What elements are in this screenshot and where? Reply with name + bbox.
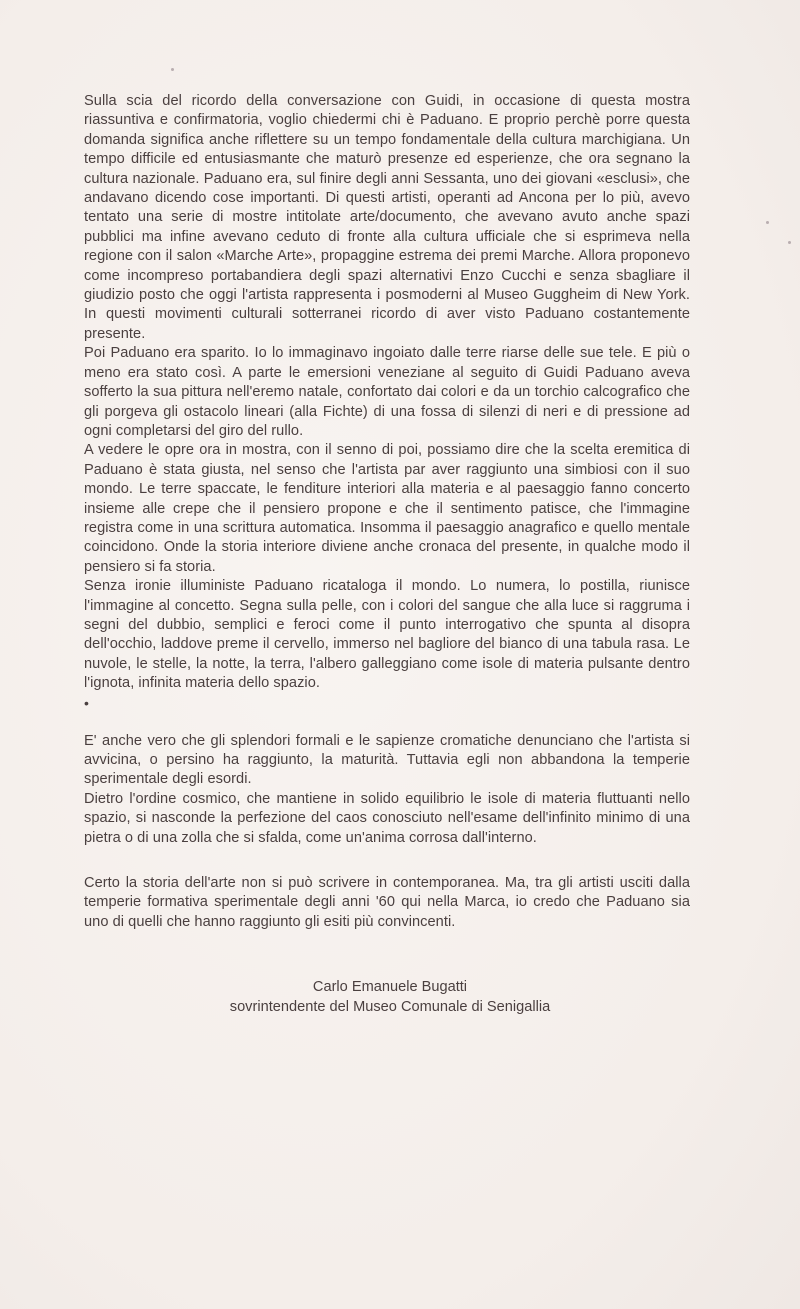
article-body (84, 92, 690, 932)
spacer (84, 848, 690, 874)
paper-speck (766, 221, 769, 224)
author-name: Carlo Emanuele Bugatti (312, 979, 468, 995)
signature-block (180, 977, 600, 1017)
spacer (84, 713, 690, 732)
paragraph-6: Dietro l'ordine cosmico, che mantiene in solido equilibrio le isole di materia fluttuanti nello spazio, si nasconde la perfezione del caos conosciuto nell'esame dell'infinito minimo di una pietra o di una zolla che si sfalda, come un'anima corrosa dall'interno. (84, 790, 690, 846)
section-separator: • (84, 694, 89, 711)
paragraph-1: Sulla scia del ricordo della conversazione con Guidi, in occasione di questa mostra riassuntiva e confirmatoria, voglio chiedermi chi è Paduano. E proprio perchè porre questa domanda significa anche riflettere su un tempo fondamentale della cultura marchigiana. Un tempo difficile ed entusiasmante che maturò presenze ed esperienze, che ora segnano la cultura nazionale. Paduano era, sul finire degli anni Sessanta, uno dei giovani «esclusi», che andavano dicendo cose importanti. Di questi artisti, operanti ad Ancona per lo più, avevo tentato una serie di mostre intitolate arte/documento, che avevano avuto anche spazi pubblici ma infine avevano ceduto di fronte alla cultura ufficiale che si esprimeva nella regione con il salon «Marche Arte», propaggine estrema dei premi Marche. Allora proponevo come incompreso portabandiera degli spazi alternativi Enzo Cucchi e senza sbagliare il giudizio posto che oggi l'artista rappresenta i posmoderni al Museo Guggheim di New York. In questi movimenti culturali sotterranei ricordo di aver visto Paduano costantemente presente. (84, 93, 690, 342)
paragraph-7: Certo la storia dell'arte non si può scrivere in contemporanea. Ma, tra gli artisti usciti dalla temperie formativa sperimentale degli anni '60 qui nella Marca, io credo che Paduano sia uno di quelli che hanno raggiunto gli esiti più convincenti. (84, 875, 690, 930)
paper-speck (788, 241, 791, 244)
paper-speck (171, 68, 174, 71)
paragraph-5: E' anche vero che gli splendori formali e le sapienze cromatiche denunciano che l'artista si avvicina, o persino ha raggiunto, la maturità. Tuttavia egli non abbandona la temperie sperimentale degli esordi. (84, 732, 690, 788)
author-role: sovrintendente del Museo Comunale di Senigallia (229, 999, 551, 1015)
paragraph-2: Poi Paduano era sparito. Io lo immaginavo ingoiato dalle terre riarse delle sue tele. E più o meno era stato così. A parte le emersioni veneziane al seguito di Guidi Paduano aveva sofferto la sua pittura nell'eremo natale, confortato dai colori e da un torchio calcografico che gli porgeva gli ostacolo lineari (alla Fichte) di una fossa di silenzi di neri e di pressione ad ogni completarsi del giro del rullo. (84, 345, 690, 439)
paragraph-4: Senza ironie illuministe Paduano ricataloga il mondo. Lo numera, lo postilla, riunisce l'immagine al concetto. Segna sulla pelle, con i colori del sangue che alla luce si raggruma i segni del dubbio, semplici e feroci come il punto interrogativo che spunta al disopra dell'occhio, laddove preme il cervello, immerso nel bagliore del bianco di una tabula rasa. Le nuvole, le stelle, la notte, la terra, l'albero galleggiano come isole di materia pulsante dentro l'ignota, infinita materia dello spazio. (84, 578, 690, 692)
paragraph-3: A vedere le opre ora in mostra, con il senno di poi, possiamo dire che la scelta eremitica di Paduano è stata giusta, nel senso che l'artista par aver raggiunto una simbiosi con il suo mondo. Le terre spaccate, le fenditure interiori alla materia e al paesaggio fanno concerto insieme alle crepe che il pensiero propone e che il sentimento patisce, che l'immagine registra come in una scrittura automatica. Insomma il paesaggio anagrafico e quello mentale coincidono. Onde la storia interiore diviene anche cronaca del presente, in qualche modo il pensiero si fa storia. (84, 442, 690, 575)
